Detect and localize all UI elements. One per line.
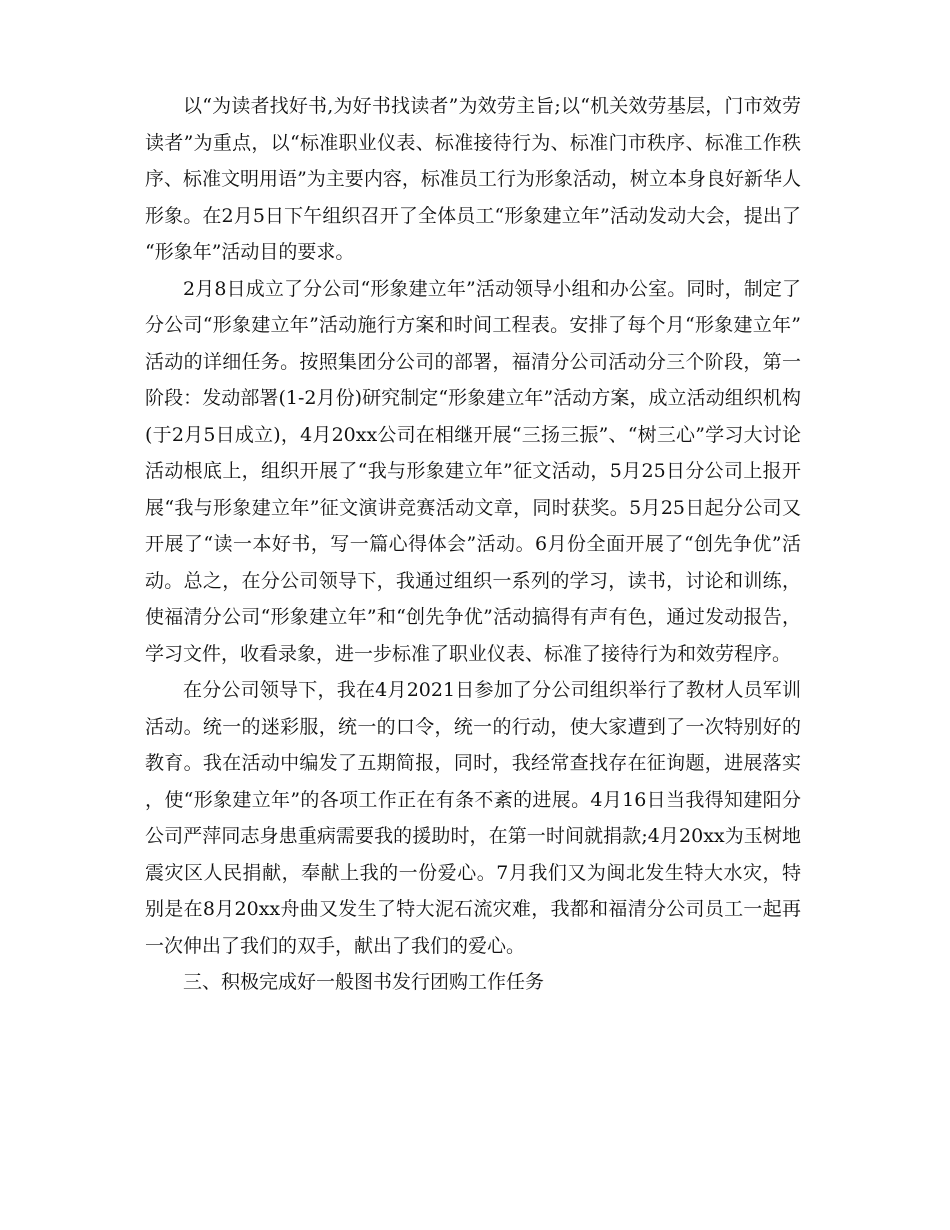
paragraph-3: 在分公司领导下，我在4月2021日参加了分公司组织举行了教材人员军训活动。统一的迷彩服，统一的口令，统一的行动，使大家遭到了一次特别好的教育。我在活动中编发了五期简报，同时，我经常查找存在征询题，进展落实，使“形象建立年”的各项工作正在有条不紊的进展。4月16日当我得知建阳分公司严萍同志身患重病需要我的援助时，在第一时间就捐款;4月20xx为玉树地震灾区人民捐献，奉献上我的一份爱心。7月我们又为闽北发生特大水灾，特别是在8月20xx舟曲又发生了特大泥石流灾难，我都和福清分公司员工一起再一次伸出了我们的双手，献出了我们的爱心。	[145, 679, 801, 957]
section-heading: 三、积极完成好一般图书发行团购工作任务	[183, 971, 545, 993]
paragraph-2: 2月8日成立了分公司“形象建立年”活动领导小组和办公室。同时，制定了分公司“形象建立年”活动施行方案和时间工程表。安排了每个月“形象建立年”活动的详细任务。按照集团分公司的部署，福清分公司活动分三个阶段，第一阶段：发动部署(1-2月份)研究制定“形象建立年”活动方案，成立活动组织机构(于2月5日成立)，4月20xx公司在相继开展“三扬三振”、“树三心”学习大讨论活动根底上，组织开展了“我与形象建立年”征文活动，5月25日分公司上报开展“我与形象建立年”征文演讲竞赛活动文章，同时获奖。5月25日起分公司又开展了“读一本好书，写一篇心得体会”活动。6月份全面开展了“创先争优”活动。总之，在分公司领导下，我通过组织一系列的学习，读书，讨论和训练，使福清分公司“形象建立年”和“创先争优”活动搞得有声有色，通过发动报告，学习文件，收看录象，进一步标准了职业仪表、标准了接待行为和效劳程序。	[145, 277, 801, 665]
paragraph-1: 以“为读者找好书,为好书找读者”为效劳主旨;以“机关效劳基层，门市效劳读者”为重点，以“标准职业仪表、标准接待行为、标准门市秩序、标准工作秩序、标准文明用语”为主要内容，标准员工行为形象活动，树立本身良好新华人形象。在2月5日下午组织召开了全体员工“形象建立年”活动发动大会，提出了“形象年”活动目的要求。	[145, 95, 801, 263]
document-body	[145, 88, 801, 1001]
